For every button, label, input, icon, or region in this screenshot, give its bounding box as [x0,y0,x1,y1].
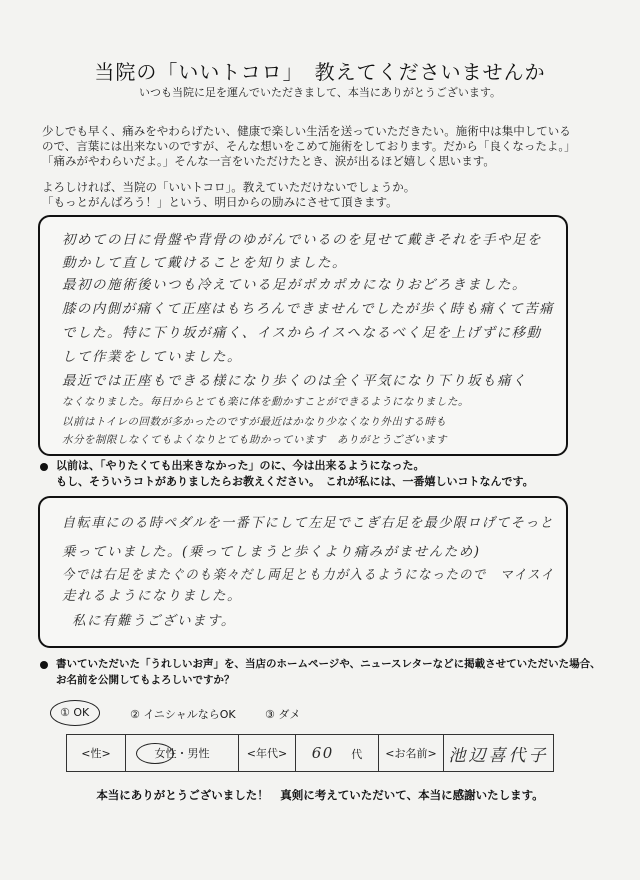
question-line: 以前は、「やりたくても出来きなかった」のに、今は出来るようになった。 [56,459,425,472]
option-no[interactable]: ③ ダメ [265,708,301,721]
handwritten-line: なくなりました。毎日からとても楽に体を動かすことができるようになりました。 [62,396,469,408]
gender-female[interactable]: 女性 [154,747,177,760]
question-line: 書いていただいた「うれしいお声」を、当店のホームページや、ニュースレターなどに掲載させていただいた場合、 [56,658,601,670]
question-line: もし、そういうコトがありましたらお教えください。 これが私には、一番嬉しいコトなんです。 [56,475,534,488]
age-value: 60 [311,744,334,762]
bullet-icon [40,661,48,669]
option-initial-ok[interactable]: ② イニシャルならOK [130,708,236,721]
intro-line: ので、言葉には出来ないのですが、そんな想いをこめて施術をしております。だから「良くなったよ。」 [42,139,576,153]
handwritten-line: でした。特に下り坂が痛く、イスからイスへなるべく足を上げずに移動 [62,325,542,341]
bullet-icon [40,463,48,471]
intro-request [42,180,602,210]
name-field[interactable] [444,735,554,772]
option-ok[interactable]: ① OK [60,706,90,719]
handwritten-line: 今では右足をまたぐのも楽々だし両足とも力が入るようになったので マイスイ [62,567,555,583]
page-title: 当院の「いいトコロ」 教えてくださいませんか [94,60,546,84]
page-subtitle: いつも当院に足を運んでいただきまして、本当にありがとうございます。 [139,86,501,99]
intro-line: 「痛みがやわらいだよ。」そんな一言をいただけたとき、涙が出るほど嬉しく思います。 [42,154,495,168]
gender-label: <性> [67,735,126,772]
question-line: お名前を公開してもよろしいですか？ [56,674,235,686]
age-field[interactable] [296,735,379,772]
handwritten-line: 私に有難うございます。 [72,613,236,629]
intro-line: 少しでも早く、痛みをやわらげたい、健康で楽しい生活を送っていただきたい。施術中は集中している [42,124,571,138]
closing-message: 本当にありがとうございました！ 真剣に考えていただいて、本当に感謝いたします。 [96,788,544,802]
question-before-after [56,458,534,490]
handwritten-line: 以前はトイレの回数が多かったのですが最近はかなり少なくなり外出する時も [62,416,447,428]
name-value: 池辺喜代子 [448,745,549,766]
handwritten-line: 最近では正座もできる様になり歩くのは全く平気になり下り坂も痛く [62,373,527,389]
handwritten-line: して作業をしていました。 [62,349,242,365]
intro-line: よろしければ、当院の「いいトコロ」。教えていただけないでしょうか。 [42,180,416,194]
question-name-publish [56,656,601,688]
handwritten-line: 最初の施術後いつも冷えている足がポカポカになりおどろきました。 [62,277,527,293]
name-label: <お名前> [379,735,444,772]
intro-line: 「もっとがんばろう！」という、明日からの励みにさせて頂きます。 [42,195,398,209]
intro-paragraph [42,124,602,169]
gender-male[interactable]: 男性 [187,747,210,760]
handwritten-line: 自転車にのる時ペダルを一番下にして左足でこぎ右足を最少限ロげてそっと [62,515,555,531]
handwritten-line: 走れるようになりました。 [62,588,242,604]
handwritten-line: 水分を制限しなくてもよくなりとても助かっています ありがとうございます [62,434,447,446]
handwritten-line: 乗っていました。(乗ってしまうと歩くより痛みがませんため) [62,544,481,560]
handwritten-line: 初めての日に骨盤や背骨のゆがんでいるのを見せて戴きそれを手や足を [62,232,542,248]
handwritten-line: 膝の内側が痛くて正座はもちろんできませんでしたが歩く時も痛くて苦痛 [62,301,555,317]
gender-separator: ・ [176,747,188,760]
age-unit: 代 [351,748,363,761]
age-label: <年代> [239,735,296,772]
handwritten-line: 動かして直して戴けることを知りました。 [62,255,347,271]
selected-gender-circle [136,743,174,764]
